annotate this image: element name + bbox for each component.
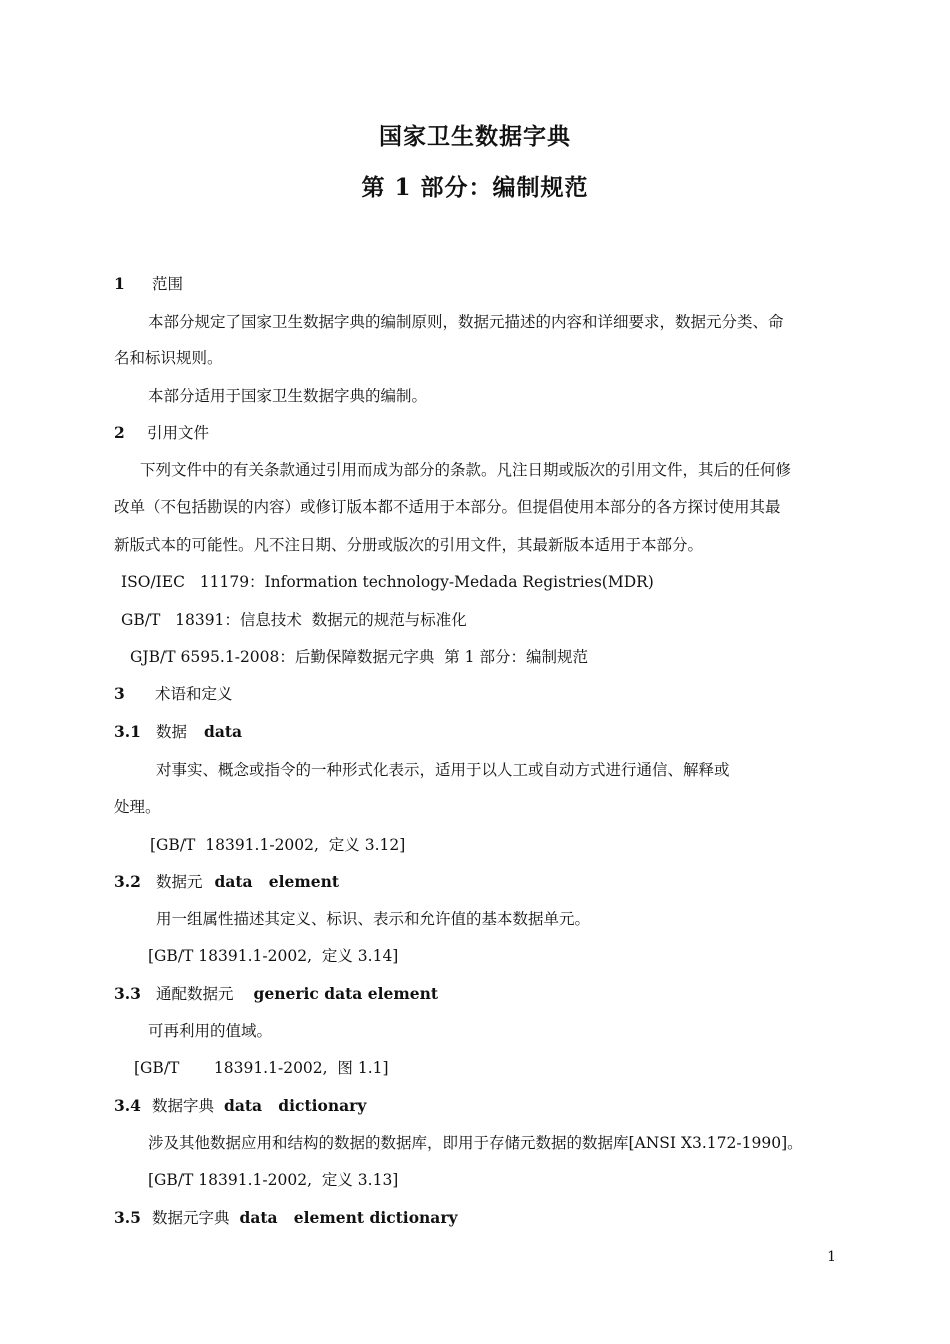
section-1-heading [114,274,183,294]
section-title: 范围 [152,275,184,293]
term-chinese: 数据字典 [152,1097,215,1115]
term-source: [GB/T 18391.1-2002, 定义 3.12] [150,836,406,854]
term-definition-line: 对事实、概念或指令的一种形式化表示，适用于以人工或自动方式进行通信、解释或 [156,761,730,779]
term-source: [GB/T 18391.1-2002, 图 1.1] [134,1059,389,1077]
term-heading [114,1096,366,1116]
term-heading [114,872,339,892]
term-english: data element [214,872,340,891]
term-heading [114,1208,458,1228]
section-2-heading [114,423,209,443]
section-title: 术语和定义 [155,685,233,703]
reference-item: GJB/T 6595.1-2008：后勤保障数据元字典 第 1 部分：编制规范 [130,648,588,666]
term-number: 3.1 [114,722,141,741]
section-number: 1 [114,274,125,293]
document-title: 国家卫生数据字典 [379,123,571,150]
paragraph-line: 新版式本的可能性。凡不注日期、分册或版次的引用文件，其最新版本适用于本部分。 [114,536,704,554]
term-english: data dictionary [224,1096,367,1115]
term-chinese: 数据 [156,723,188,741]
section-number: 2 [114,423,125,442]
document-subtitle: 第 1 部分：编制规范 [361,174,589,201]
paragraph-line: 改单（不包括勘误的内容）或修订版本都不适用于本部分。但提倡使用本部分的各方探讨使用其最 [114,498,781,516]
section-number: 3 [114,684,125,703]
term-english: data [204,722,243,741]
term-english: generic data element [253,984,439,1003]
term-heading [114,984,438,1004]
term-definition-line: 处理。 [114,798,161,816]
term-number: 3.2 [114,872,141,891]
term-number: 3.3 [114,984,141,1003]
term-heading [114,722,242,742]
term-english: data element dictionary [239,1208,458,1227]
term-number: 3.5 [114,1208,141,1227]
term-chinese: 数据元字典 [152,1209,230,1227]
section-3-heading [114,684,233,704]
page-number: 1 [827,1249,836,1265]
term-definition: 用一组属性描述其定义、标识、表示和允许值的基本数据单元。 [156,910,591,928]
reference-item: ISO/IEC 11179：Information technology-Medada Registries(MDR) [121,573,654,591]
term-source: [GB/T 18391.1-2002, 定义 3.13] [148,1171,399,1189]
term-number: 3.4 [114,1096,141,1115]
term-definition: 涉及其他数据应用和结构的数据的数据库，即用于存储元数据的数据库[ANSI X3.172-1990]。 [148,1134,803,1152]
paragraph-line: 下列文件中的有关条款通过引用而成为部分的条款。凡注日期或版次的引用文件，其后的任何修 [140,461,792,479]
term-definition: 可再利用的值域。 [148,1022,273,1040]
term-chinese: 通配数据元 [156,985,234,1003]
paragraph: 本部分适用于国家卫生数据字典的编制。 [148,387,428,405]
term-chinese: 数据元 [156,873,203,891]
paragraph-line: 名和标识规则。 [114,349,223,367]
paragraph-line: 本部分规定了国家卫生数据字典的编制原则，数据元描述的内容和详细要求，数据元分类、命 [148,313,784,331]
term-source: [GB/T 18391.1-2002, 定义 3.14] [148,947,399,965]
section-title: 引用文件 [147,424,210,442]
reference-item: GB/T 18391：信息技术 数据元的规范与标准化 [121,611,467,629]
